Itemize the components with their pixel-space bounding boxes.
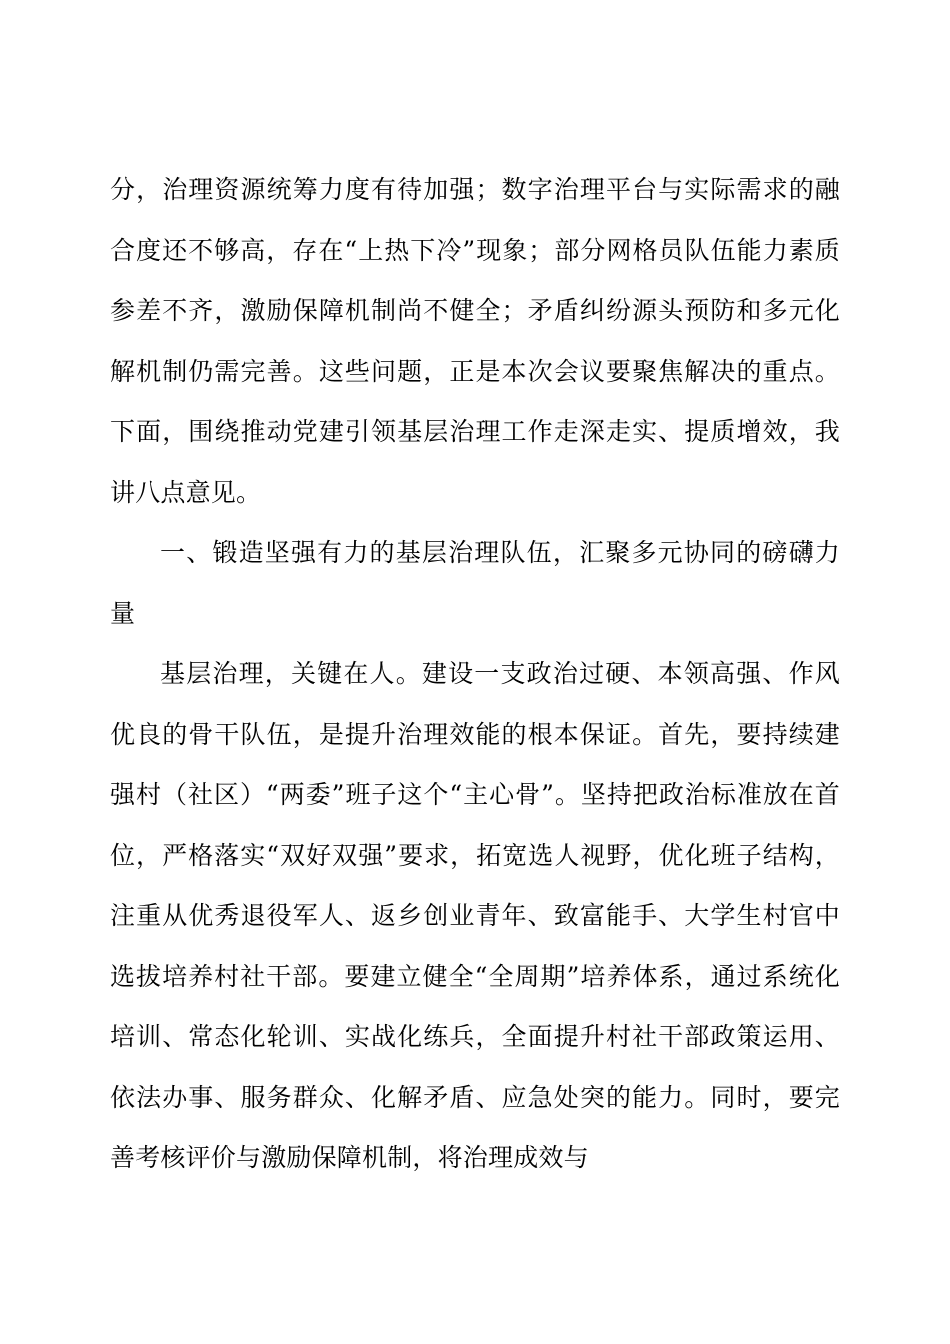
document-body (110, 160, 840, 1189)
paragraph-body-one: 基层治理，关键在人。建设一支政治过硬、本领高强、作风优良的骨干队伍，是提升治理效能的根本保证。首先，要持续建强村（社区）“两委”班子这个“主心骨”。坚持把政治标准放在首位，严格落实“双好双强”要求，拓宽选人视野，优化班子结构，注重从优秀退役军人、返乡创业青年、致富能手、大学生村官中选拔培养村社干部。要建立健全“全周期”培养体系，通过系统化培训、常态化轮训、实战化练兵，全面提升村社干部政策运用、依法办事、服务群众、化解矛盾、应急处突的能力。同时，要完善考核评价与激励保障机制，将治理成效与 (110, 659, 840, 1172)
paragraph-continued: 分，治理资源统筹力度有待加强；数字治理平台与实际需求的融合度还不够高，存在“上热下冷”现象；部分网格员队伍能力素质参差不齐，激励保障机制尚不健全；矛盾纠纷源头预防和多元化解机制仍需完善。这些问题，正是本次会议要聚焦解决的重点。下面，围绕推动党建引领基层治理工作走深走实、提质增效，我讲八点意见。 (110, 175, 840, 507)
section-heading-one: 一、锻造坚强有力的基层治理队伍，汇聚多元协同的磅礴力量 (110, 538, 840, 628)
